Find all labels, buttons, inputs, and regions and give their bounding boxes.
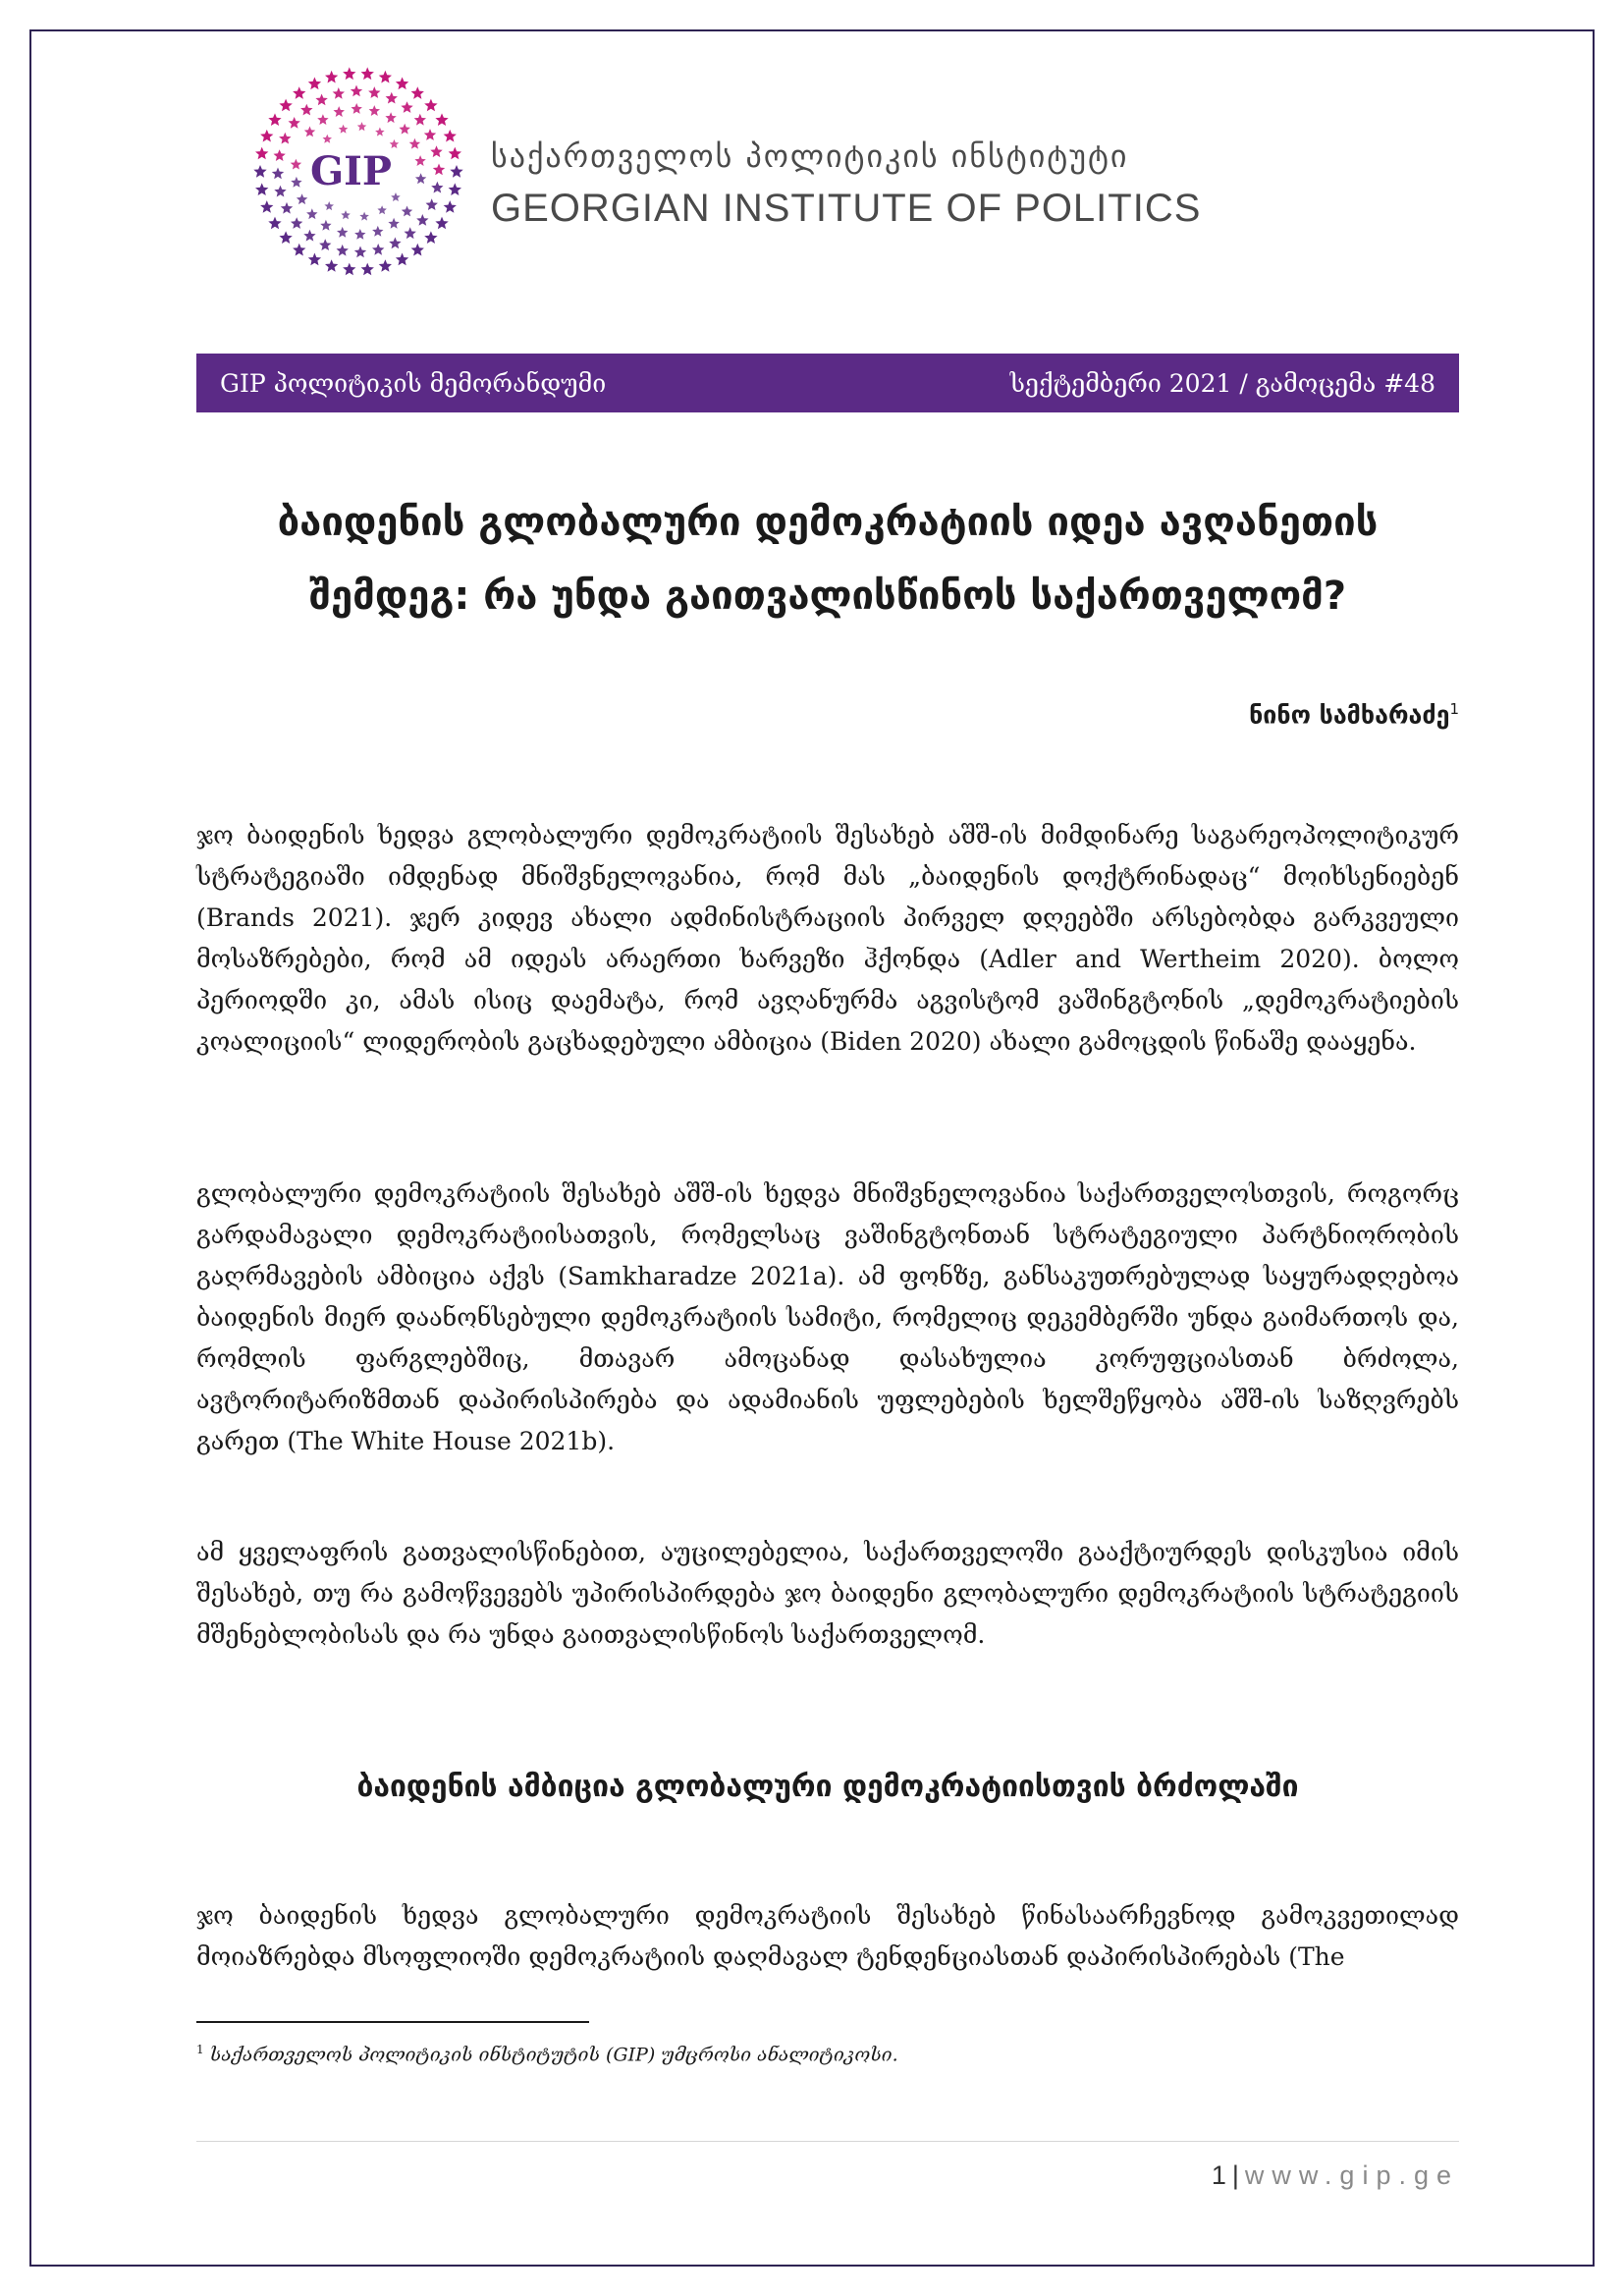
logo-star (289, 117, 300, 129)
logo-star (281, 202, 293, 214)
website-link[interactable]: www.gip.ge (1244, 2160, 1459, 2190)
logo-star (354, 246, 366, 258)
logo-star (400, 124, 410, 135)
logo-star (359, 212, 369, 221)
logo-star (293, 244, 305, 256)
footnote-number: 1 (196, 2043, 204, 2056)
page-footer (1212, 2160, 1459, 2191)
logo-star (414, 155, 425, 166)
logo-star (320, 220, 331, 231)
logo-star (354, 229, 365, 240)
logo-star (450, 165, 462, 178)
org-name-english: GEORGIAN INSTITUTE OF POLITICS (491, 187, 1202, 230)
logo-star (339, 125, 349, 134)
footer-separator: | (1231, 2160, 1239, 2190)
logo-star (424, 129, 436, 140)
logo-star (268, 217, 281, 230)
logo-star (274, 186, 286, 197)
logo-star (433, 164, 445, 176)
logo-star (274, 149, 286, 161)
logo-star (411, 86, 424, 99)
memo-series-label: GIP პოლიტიკის მემორანდუმი (220, 368, 607, 398)
logo-star (293, 86, 305, 99)
logo-star (255, 183, 268, 195)
gip-logo (245, 59, 471, 285)
logo-star (291, 217, 302, 229)
logo-star (334, 106, 345, 117)
logo-star (386, 92, 398, 104)
logo-star (396, 253, 408, 266)
page-number: 1 (1211, 2160, 1226, 2190)
logo-star (253, 165, 266, 178)
footnote-text: საქართველოს პოლიტიკის ინსტიტუტის (GIP) უმცროსი ანალიტიკოსი. (209, 2044, 898, 2066)
logo-star (260, 130, 273, 142)
footer-divider (196, 2141, 1459, 2142)
logo-star (430, 145, 442, 157)
logo-star (368, 86, 380, 98)
logo-star (444, 200, 457, 213)
logo-star (343, 263, 355, 276)
body-paragraph-4: ჯო ბაიდენის ხედვა გლობალური დემოკრატიის შესახებ წინასაარჩევნოდ გამოკვეთილად მოიაზრებდა მსოფლიოში დემოკრატიის დაღმავალ ტენდენციასთან დაპირისპირებას (The (196, 1901, 1459, 1971)
logo-star (414, 114, 426, 126)
logo-star (351, 85, 362, 97)
logo-star (308, 78, 321, 90)
logo-star (308, 253, 321, 266)
logo-star (379, 71, 392, 83)
logo-star (401, 101, 412, 113)
logo-star (377, 205, 387, 214)
logo-star (357, 122, 367, 131)
logo-star (297, 193, 307, 204)
logo-star (272, 168, 284, 180)
memo-series-bar (196, 354, 1459, 412)
logo-star (449, 183, 461, 195)
logo-star (333, 87, 345, 99)
logo-star (361, 263, 374, 276)
logo-star (260, 200, 273, 213)
issue-date-label: სექტემბერი 2021 / გამოცემა #48 (1009, 368, 1435, 398)
logo-star (319, 239, 331, 250)
logo-star (315, 94, 327, 106)
logo-star (325, 71, 338, 83)
logo-star (415, 173, 426, 184)
author-line (1249, 700, 1459, 729)
footnote (196, 2043, 1459, 2065)
logo-star (424, 99, 437, 112)
logo-star (405, 227, 416, 239)
logo-star (389, 238, 401, 249)
author-name: ნინო სამხარაძე (1249, 700, 1450, 730)
logo-star (449, 147, 461, 160)
logo-star (361, 67, 374, 80)
logo-star (324, 201, 334, 210)
author-footnote-ref[interactable]: 1 (1449, 700, 1459, 718)
logo-star (279, 231, 292, 244)
logo-star (304, 127, 315, 137)
logo-star (343, 67, 355, 80)
section-heading: ბაიდენის ამბიცია გლობალური დემოკრატიისთვის ბრძოლაში (356, 1770, 1299, 1804)
logo-star (337, 227, 348, 238)
body-paragraph-2: გლობალური დემოკრატიის შესახებ აშშ-ის ხედვა მნიშვნელოვანია საქართველოსთვის, როგორც გარდამავალი დემოკრატიისათვის, რომელსაც ვაშინგტონთან სტრატეგიული პარტნიორობის გაღრმავების ამბიცია აქვს (Samkharadze 2021a). ამ ფონზე, განსაკუთრებულად საყურადღებოა ბაიდენის მიერ დაანონსებული დემოკრატიის სამიტი, რომელიც დეკემბერში უნდა გაიმართოს და, რომლის ფარგლებშიც, მთავარ ამოცანად დასახულია კორუფციასთან ბრძოლა, ავტორიტარიზმთან დაპირისპირება და ადამიანის უფლებების ხელშეწყობა აშშ-ის საზღვრებს გარეთ (The White House 2021b). (196, 1179, 1459, 1455)
logo-star (435, 113, 448, 126)
logo-star (325, 259, 338, 272)
logo-star (279, 99, 292, 112)
logo-star (291, 159, 301, 170)
logo-star (291, 177, 301, 188)
star-globe-icon (245, 59, 471, 285)
logo-star (303, 230, 315, 242)
logo-star (300, 104, 312, 116)
logo-star (268, 113, 281, 126)
logo-star (396, 78, 408, 90)
logo-star (435, 217, 448, 230)
logo-star (431, 182, 443, 193)
footnote-divider (196, 2021, 589, 2023)
logo-star (424, 231, 437, 244)
logo-star (391, 192, 401, 201)
logo-star (385, 112, 396, 123)
logo-text: GIP (310, 148, 392, 194)
logo-star (337, 245, 349, 256)
logo-star (388, 218, 399, 229)
body-paragraph-3: ამ ყველაფრის გათვალისწინებით, აუცილებელია, საქართველოში გააქტიურდეს დისკუსია იმის შესახებ, თუ რა გამოწვევებს უპირისპირდება ჯო ბაიდენი გლობალური დემოკრატიის სტრატეგიის მშენებლობისას და რა უნდა გაითვალისწინოს საქართველომ. (196, 1538, 1459, 1649)
logo-star (341, 210, 351, 219)
logo-star (375, 128, 385, 137)
logo-star (402, 206, 412, 217)
logo-star (411, 244, 424, 256)
logo-star (379, 259, 392, 272)
body-paragraph-1: ჯო ბაიდენის ხედვა გლობალური დემოკრატიის შესახებ აშშ-ის მიმდინარე საგარეოპოლიტიკურ სტრატეგიაში იმდენად მნიშვნელოვანია, რომ მას „ბაიდენის დოქტრინადაც“ მოიხსენიებენ (Brands 2021). ჯერ კიდევ ახალი ადმინისტრაციის პირველ დღეებში არსებობდა გარკვეული მოსაზრებები, რომ ამ იდეას არაერთი ხარვეზი ჰქონდა (Adler and Wertheim 2020). ბოლო პერიოდში კი, ამას ისიც დაემატა, რომ ავღანურმა აგვისტომ ვაშინგტონის „დემოკრატიების კოალიციის“ ლიდერობის გაცხადებული ამბიცია (Biden 2020) ახალი გამოცდის წინაშე დააყენა. (196, 821, 1459, 1056)
logo-star (369, 105, 380, 116)
logo-star (444, 130, 457, 142)
logo-star (306, 208, 317, 219)
logo-star (390, 139, 400, 148)
logo-star (372, 244, 384, 255)
logo-star (372, 226, 383, 237)
logo-star (279, 133, 291, 144)
logo-star (317, 114, 328, 125)
logo-star (255, 147, 268, 160)
logo-star (409, 138, 420, 149)
logo-star (323, 135, 333, 143)
logo-star (426, 198, 438, 210)
logo-star (352, 103, 362, 114)
logo-star (416, 214, 428, 226)
page-title: ბაიდენის გლობალური დემოკრატიის იდეა ავღანეთის შემდეგ: რა უნდა გაითვალისწინოს საქართველომ? (277, 500, 1379, 619)
org-name-georgian: საქართველოს პოლიტიკის ინსტიტუტი (491, 137, 1129, 175)
